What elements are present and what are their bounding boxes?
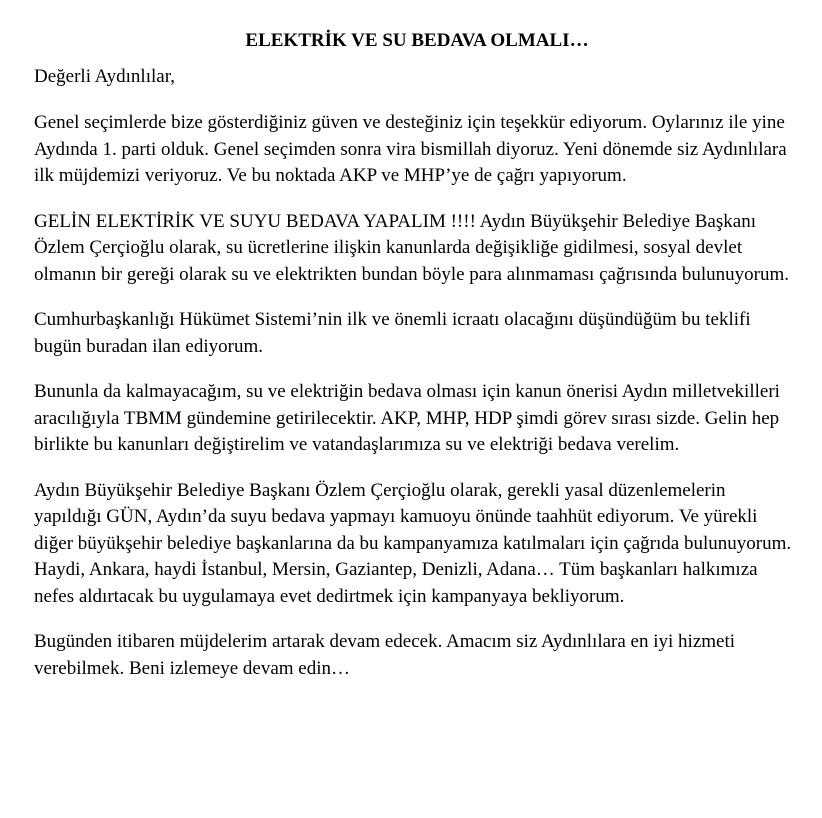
document-title: ELEKTRİK VE SU BEDAVA OLMALI… xyxy=(245,30,589,51)
paragraph-1: Genel seçimlerde bize gösterdiğiniz güven ve desteğiniz için teşekkür ediyorum. Oylarınız ile yine Aydında 1. parti olduk. Genel seçimden sonra vira bismillah diyoruz. Yeni dönemde siz Aydınlılara ilk müjdemizi veriyoruz. Ve bu noktada AKP ve MHP’ye de çağrı yapıyorum. xyxy=(34,112,787,186)
paragraph-5: Aydın Büyükşehir Belediye Başkanı Özlem Çerçioğlu olarak, gerekli yasal düzenlemelerin yapıldığı GÜN, Aydın’da suyu bedava yapmayı kamuoyu önünde taahhüt ediyorum. Ve yürekli diğer büyükşehir belediye başkanlarına da bu kampanyamıza katılmaları için çağrıda bulunuyorum. Haydi, Ankara, haydi İstanbul, Mersin, Gaziantep, Denizli, Adana… Tüm başkanları halkımıza nefes aldırtacak bu uygulamaya evet dedirtmek için kampanyaya bekliyorum. xyxy=(34,479,792,607)
paragraph-3: Cumhurbaşkanlığı Hükümet Sistemi’nin ilk ve önemli icraatı olacağını düşündüğüm bu teklifi bugün buradan ilan ediyorum. xyxy=(34,309,751,357)
greeting: Değerli Aydınlılar, xyxy=(34,66,176,87)
paragraph-2: GELİN ELEKTİRİK VE SUYU BEDAVA YAPALIM !!!! Aydın Büyükşehir Belediye Başkanı Özlem Çerçioğlu olarak, su ücretlerine ilişkin kanunlarda değişikliğe gidilmesi, sosyal devlet olmanın bir gereği olarak su ve elektrikten bundan böyle para alınmaması çağrısında bulunuyorum. xyxy=(34,210,790,285)
paragraph-6: Bugünden itibaren müjdelerim artarak devam edecek. Amacım siz Aydınlılara en iyi hizmeti verebilmek. Beni izlemeye devam edin… xyxy=(34,631,736,679)
paragraph-4: Bununla da kalmayacağım, su ve elektriğin bedava olması için kanun önerisi Aydın milletvekilleri aracılığıyla TBMM gündemine getirilecektir. AKP, MHP, HDP şimdi görev sırası sizde. Gelin hep birlikte bu kanunları değiştirelim ve vatandaşlarımıza su ve elektriği bedava verelim. xyxy=(34,381,780,455)
